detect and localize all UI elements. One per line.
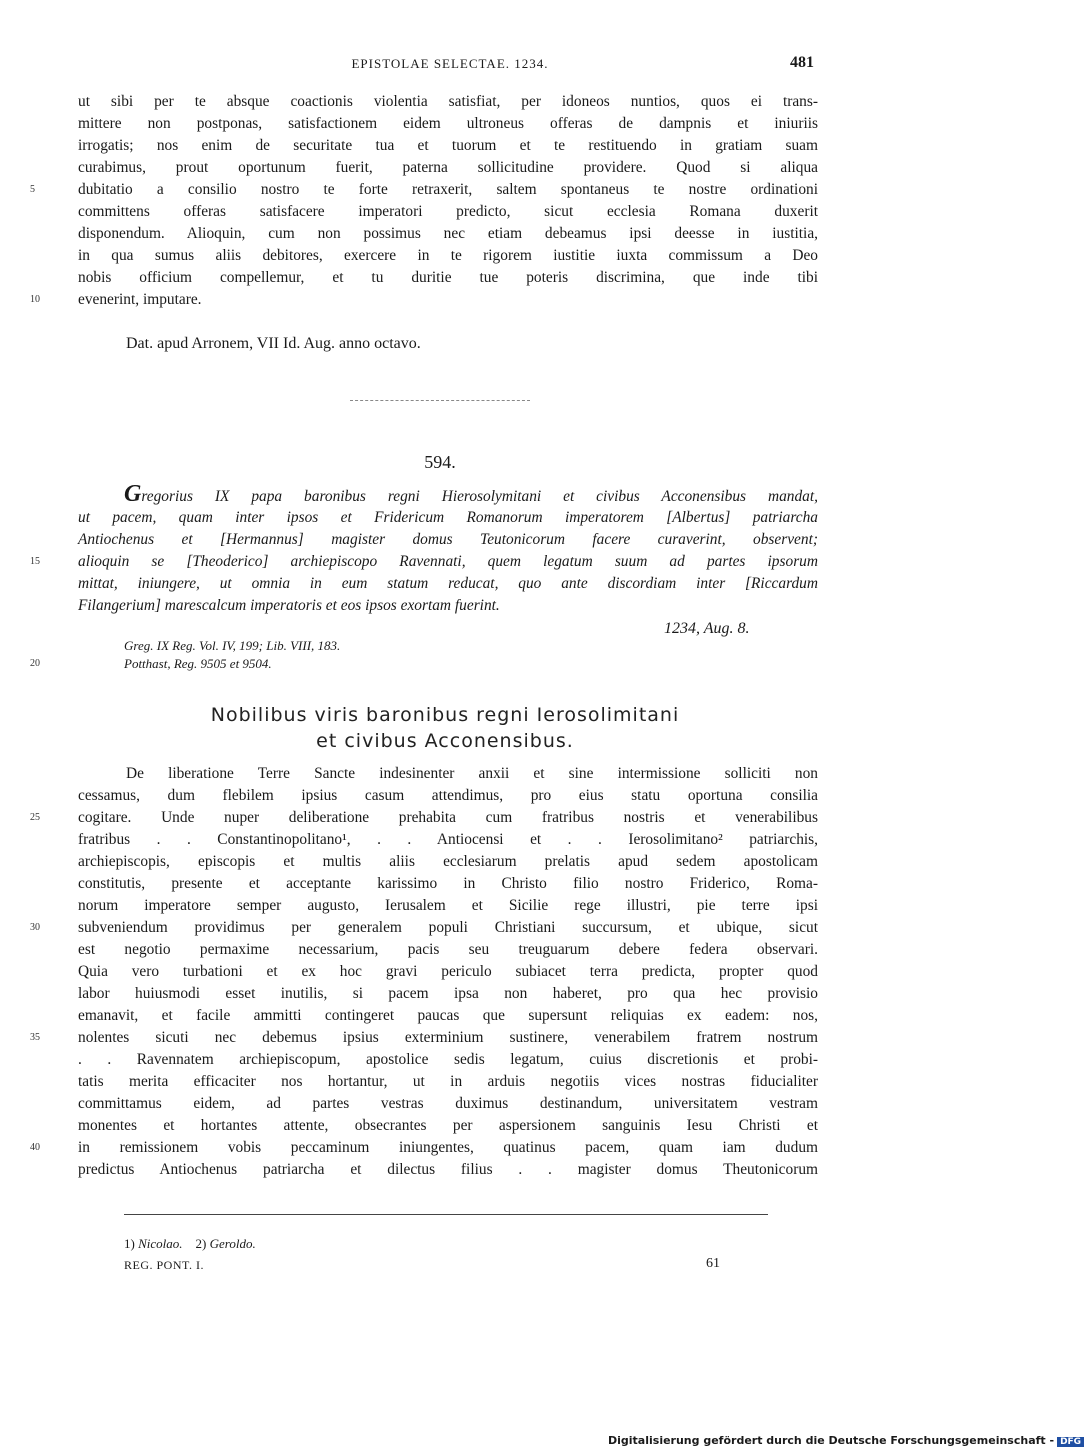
text-line: Quia vero turbationi et ex hoc gravi periculo subiacet terra predicta, propter quod <box>78 963 818 980</box>
text-line: committamus eidem, ad partes vestras duximus destinandum, universitatem vestram <box>78 1095 818 1112</box>
page-number: 481 <box>790 54 814 71</box>
text-line: monentes et hortantes attente, obsecrantes per aspersionem sanguinis Iesu Christi et <box>78 1117 818 1134</box>
text-line: labor huiusmodi esset inutilis, si pacem ipsa non haberet, pro qua hec provisio <box>78 985 818 1002</box>
text-line: archiepiscopis, episcopis et multis aliis ecclesiarum prelatis apud sedem apostolicam <box>78 853 818 870</box>
address-line: Nobilibus viris baronibus regni Ierosolimitani <box>210 704 680 726</box>
footnote-text: Geroldo. <box>209 1236 256 1251</box>
line-number: 40 <box>30 1142 40 1153</box>
dateline: Dat. apud Arronem, VII Id. Aug. anno octavo. <box>126 335 421 352</box>
regest-line: alioquin se [Theoderico] archiepiscopo Ravennati, quem legatum suum ad partes ipsorum <box>78 553 818 570</box>
line-number: 25 <box>30 812 40 823</box>
footnote-marker: 1) <box>124 1236 135 1251</box>
funding-banner <box>608 1434 1084 1447</box>
line-number: 35 <box>30 1032 40 1043</box>
footnote-rule <box>124 1214 768 1215</box>
text-line: cessamus, dum flebilem ipsius casum attendimus, pro eius statu oportuna consilia <box>78 787 818 804</box>
text-line: norum imperatore semper augusto, Ierusalem et Sicilie rege illustri, pie terre ipsi <box>78 897 818 914</box>
text-line: dubitatio a consilio nostro te forte retraxerit, saltem spontaneus te nostre ordinationi <box>78 181 818 198</box>
sheet-signature-number: 61 <box>706 1256 720 1271</box>
dfg-logo-icon: DFG <box>1057 1437 1084 1447</box>
text-line: evenerint, imputare. <box>78 291 202 308</box>
regest-line: ut pacem, quam inter ipsos et Fridericum Romanorum imperatorem [Albertus] patriarcha <box>78 509 818 526</box>
text-line: irrogatis; nos enim de securitate tua et tuorum et te restituendo in gratiam suam <box>78 137 818 154</box>
funding-text: Digitalisierung gefördert durch die Deutsche Forschungsgemeinschaft - <box>608 1434 1055 1447</box>
text-line: predictus Antiochenus patriarcha et dilectus filius . . magister domus Theutonicorum <box>78 1161 818 1178</box>
address-line: et civibus Acconensibus. <box>316 730 574 752</box>
line-number: 30 <box>30 922 40 933</box>
regest-line-text: regorius IX papa baronibus regni Hierosolymitani et civibus Acconensibus mandat, <box>141 488 818 505</box>
footnotes <box>124 1236 256 1252</box>
text-line: De liberatione Terre Sancte indesinenter anxii et sine intermissione solliciti non <box>126 765 818 782</box>
text-line: disponendum. Alioquin, cum non possimus nec etiam debeamus ipsi deesse in iustitia, <box>78 225 818 242</box>
regest-line: Filangerium] marescalcum imperatoris et eos ipsos exortam fuerint. <box>78 597 500 614</box>
text-line: subveniendum providimus per generalem populi Christiani succursum, et ubique, sicut <box>78 919 818 936</box>
regest-line <box>124 481 818 507</box>
line-number: 20 <box>30 658 40 669</box>
footnote-marker: 2) <box>195 1236 207 1251</box>
document-number: 594. <box>424 452 456 472</box>
text-line: constitutis, presente et acceptante karissimo in Christo filio nostro Friderico, Roma- <box>78 875 818 892</box>
text-line: curabimus, prout oportunum fuerit, paterna sollicitudine providere. Quod si aliqua <box>78 159 818 176</box>
section-separator <box>350 400 530 402</box>
text-line: emanavit, et facile ammitti contingeret paucas que supersunt reliquias ex eadem: nos, <box>78 1007 818 1024</box>
text-line: fratribus . . Constantinopolitano¹, . . Antiocensi et . . Ierosolimitano² patriarchis, <box>78 831 818 848</box>
text-line: ut sibi per te absque coactionis violentia satisfiat, per idoneos nuntios, quos ei trans- <box>78 93 818 110</box>
regest-initial: G <box>124 481 142 507</box>
text-line: . . Ravennatem archiepiscopum, apostolice sedis legatum, cuius discretionis et probi- <box>78 1051 818 1068</box>
regest-date: 1234, Aug. 8. <box>664 620 750 637</box>
text-line: nobis officium compellemur, et tu duritie tue poteris discrimina, que inde tibi <box>78 269 818 286</box>
text-line: est negotio permaxime necessarium, pacis seu treuguarum debere federa observari. <box>78 941 818 958</box>
source-line: Potthast, Reg. 9505 et 9504. <box>124 656 272 671</box>
header-title: EPISTOLAE SELECTAE. 1234. <box>351 56 549 71</box>
text-line: committens offeras satisfacere imperatori predicto, sicut ecclesia Romana duxerit <box>78 203 818 220</box>
text-line: tatis merita efficaciter nos hortantur, ut in arduis negotiis vices nostras fiducialiter <box>78 1073 818 1090</box>
line-number: 15 <box>30 556 40 567</box>
text-line: nolentes sicuti nec debemus ipsius exterminium sustinere, venerabilem fratrem nostrum <box>78 1029 818 1046</box>
footnote-text: Nicolao. <box>138 1236 183 1251</box>
sheet-signature: REG. PONT. I. <box>124 1258 204 1272</box>
line-number: 10 <box>30 294 40 305</box>
line-number: 5 <box>30 184 35 195</box>
text-line: in remissionem vobis peccaminum iniungentes, quatinus pacem, quam iam dudum <box>78 1139 818 1156</box>
source-line: Greg. IX Reg. Vol. IV, 199; Lib. VIII, 183. <box>124 638 341 653</box>
regest-line: mittat, iniungere, ut omnia in eum statum reducat, quo ante discordiam inter [Riccardum <box>78 575 818 592</box>
text-line: cogitare. Unde nuper deliberatione prehabita cum fratribus nostris et venerabilibus <box>78 809 818 826</box>
text-line: mittere non postponas, satisfactionem eidem ultroneus offeras de dampnis et iniuriis <box>78 115 818 132</box>
text-line: in qua sumus aliis debitores, exercere in te rigorem iustitie iuxta commissum a Deo <box>78 247 818 264</box>
regest-line: Antiochenus et [Hermannus] magister domus Teutonicorum facere curaverint, observent; <box>78 531 818 548</box>
